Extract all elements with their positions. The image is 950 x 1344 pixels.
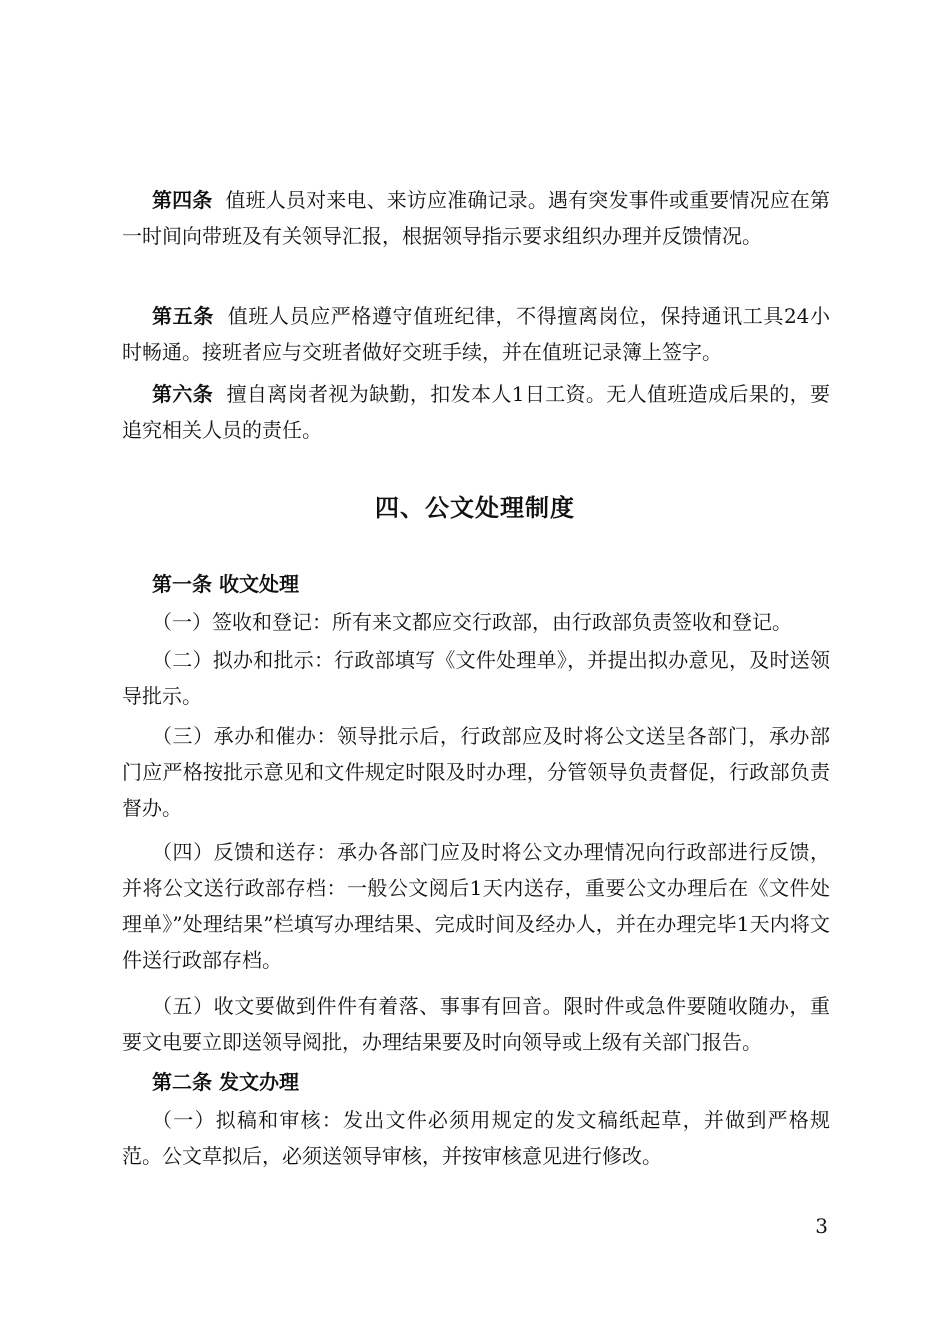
- article-6-paragraph: [122, 376, 830, 448]
- receive-item-1: （一）签收和登记：所有来文都应交行政部，由行政部负责签收和登记。: [152, 610, 792, 634]
- article-6-label: 第六条: [152, 382, 214, 406]
- article-5-label: 第五条: [152, 304, 214, 328]
- article-4-text: 值班人员对来电、来访应准确记录。遇有突发事件或重要情况应在第一时间向带班及有关领导汇报，根据领导指示要求组织办理并反馈情况。: [122, 188, 831, 248]
- article-5-text: 值班人员应严格遵守值班纪律，不得擅离岗位，保持通讯工具24小时畅通。接班者应与交班者做好交班手续，并在值班记录簿上签字。: [122, 304, 831, 364]
- receive-item-5: （五）收文要做到件件有着落、事事有回音。限时件或急件要随收随办，重要文电要立即送领导阅批，办理结果要及时向领导或上级有关部门报告。: [122, 994, 830, 1054]
- article-4-paragraph: [122, 182, 830, 254]
- article-5-paragraph: [122, 298, 830, 370]
- article-6-text: 擅自离岗者视为缺勤，扣发本人1日工资。无人值班造成后果的，要追究相关人员的责任。: [122, 382, 830, 442]
- receive-item-3: （三）承办和催办：领导批示后，行政部应及时将公文送呈各部门，承办部门应严格按批示意见和文件规定时限及时办理，分管领导负责督促，行政部负责督办。: [122, 724, 830, 820]
- chapter-title: 四、公文处理制度: [375, 493, 575, 522]
- article-1-heading: 第一条 收文处理: [152, 572, 299, 596]
- receive-item-4: （四）反馈和送存：承办各部门应及时将公文办理情况向行政部进行反馈，并将公文送行政部存档：一般公文阅后1天内送存，重要公文办理后在《文件处理单》”处理结果”栏填写办理结果、完成时间及经办人，并在办理完毕1天内将文件送行政部存档。: [122, 840, 830, 972]
- dispatch-item-1: （一）拟稿和审核：发出文件必须用规定的发文稿纸起草，并做到严格规范。公文草拟后，必须送领导审核，并按审核意见进行修改。: [122, 1108, 830, 1168]
- article-2-heading: 第二条 发文办理: [152, 1070, 299, 1094]
- article-4-label: 第四条: [152, 188, 213, 212]
- receive-item-2: （二）拟办和批示：行政部填写《文件处理单》，并提出拟办意见，及时送领导批示。: [122, 648, 830, 708]
- page-number: 3: [815, 1214, 828, 1238]
